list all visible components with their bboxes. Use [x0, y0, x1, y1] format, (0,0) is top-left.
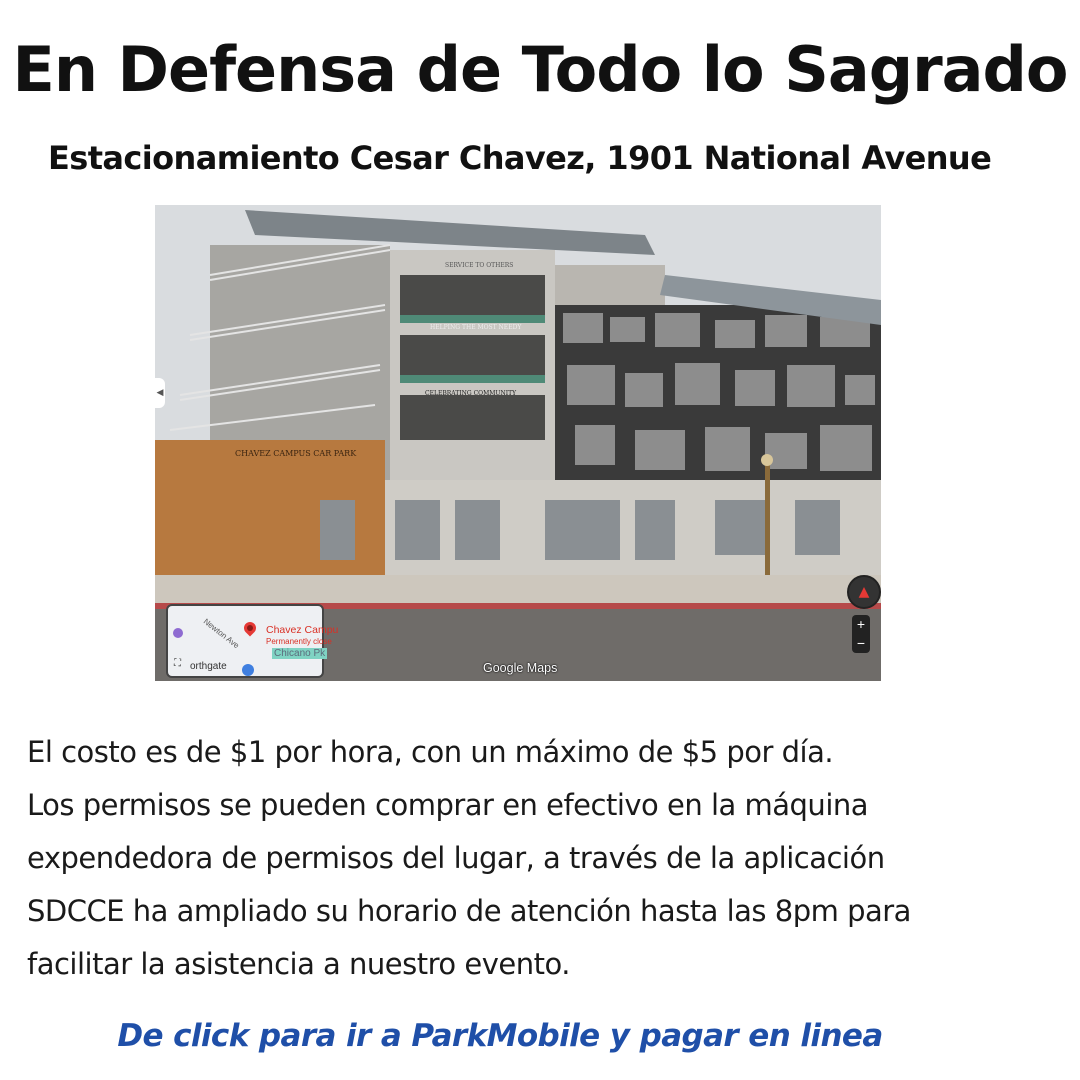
previous-arrow-button[interactable]: ◀ — [155, 378, 165, 408]
info-line: expendedora de permisos del lugar, a través de la aplicación — [27, 841, 885, 875]
map-place-name: Chavez Campu — [266, 624, 339, 636]
map-area-label: Chicano Pk — [274, 648, 326, 659]
mini-map[interactable] — [166, 604, 339, 678]
info-line: facilitar la asistencia a nuestro evento. — [27, 947, 570, 981]
map-pin-icon — [242, 620, 259, 637]
sign-service: SERVICE TO OTHERS — [445, 262, 514, 269]
sign-helping: HELPING THE MOST NEEDY — [430, 324, 522, 331]
sign-celebrating: CELEBRATING COMMUNITY — [425, 390, 517, 397]
compass-icon[interactable]: ▲ — [847, 575, 881, 609]
place-marker-icon — [173, 628, 183, 638]
google-maps-attribution: Google Maps — [483, 661, 558, 675]
expand-icon[interactable]: ⛶ — [174, 658, 181, 669]
street-view-photo[interactable] — [155, 205, 881, 681]
parkmobile-link[interactable]: De click para ir a ParkMobile y pagar en linea — [117, 1018, 883, 1054]
info-line: El costo es de $1 por hora, con un máximo de $5 por día. — [27, 735, 834, 769]
map-street-label: Newton Ave — [201, 616, 241, 651]
map-northgate-label: orthgate — [190, 661, 227, 672]
page-title: En Defensa de Todo lo Sagrado — [12, 33, 1068, 106]
zoom-in-button[interactable]: + — [856, 616, 866, 632]
zoom-control[interactable] — [852, 615, 870, 653]
parking-info — [27, 726, 1057, 991]
page-subtitle: Estacionamiento Cesar Chavez, 1901 National Avenue — [48, 139, 992, 177]
map-place-status: Permanently close — [266, 637, 332, 646]
info-line: Los permisos se pueden comprar en efectivo en la máquina — [27, 788, 869, 822]
info-line: SDCCE ha ampliado su horario de atención hasta las 8pm para — [27, 894, 911, 928]
zoom-out-button[interactable]: − — [856, 635, 866, 651]
sign-carpark: CHAVEZ CAMPUS CAR PARK — [235, 449, 357, 458]
location-icon — [242, 664, 254, 676]
